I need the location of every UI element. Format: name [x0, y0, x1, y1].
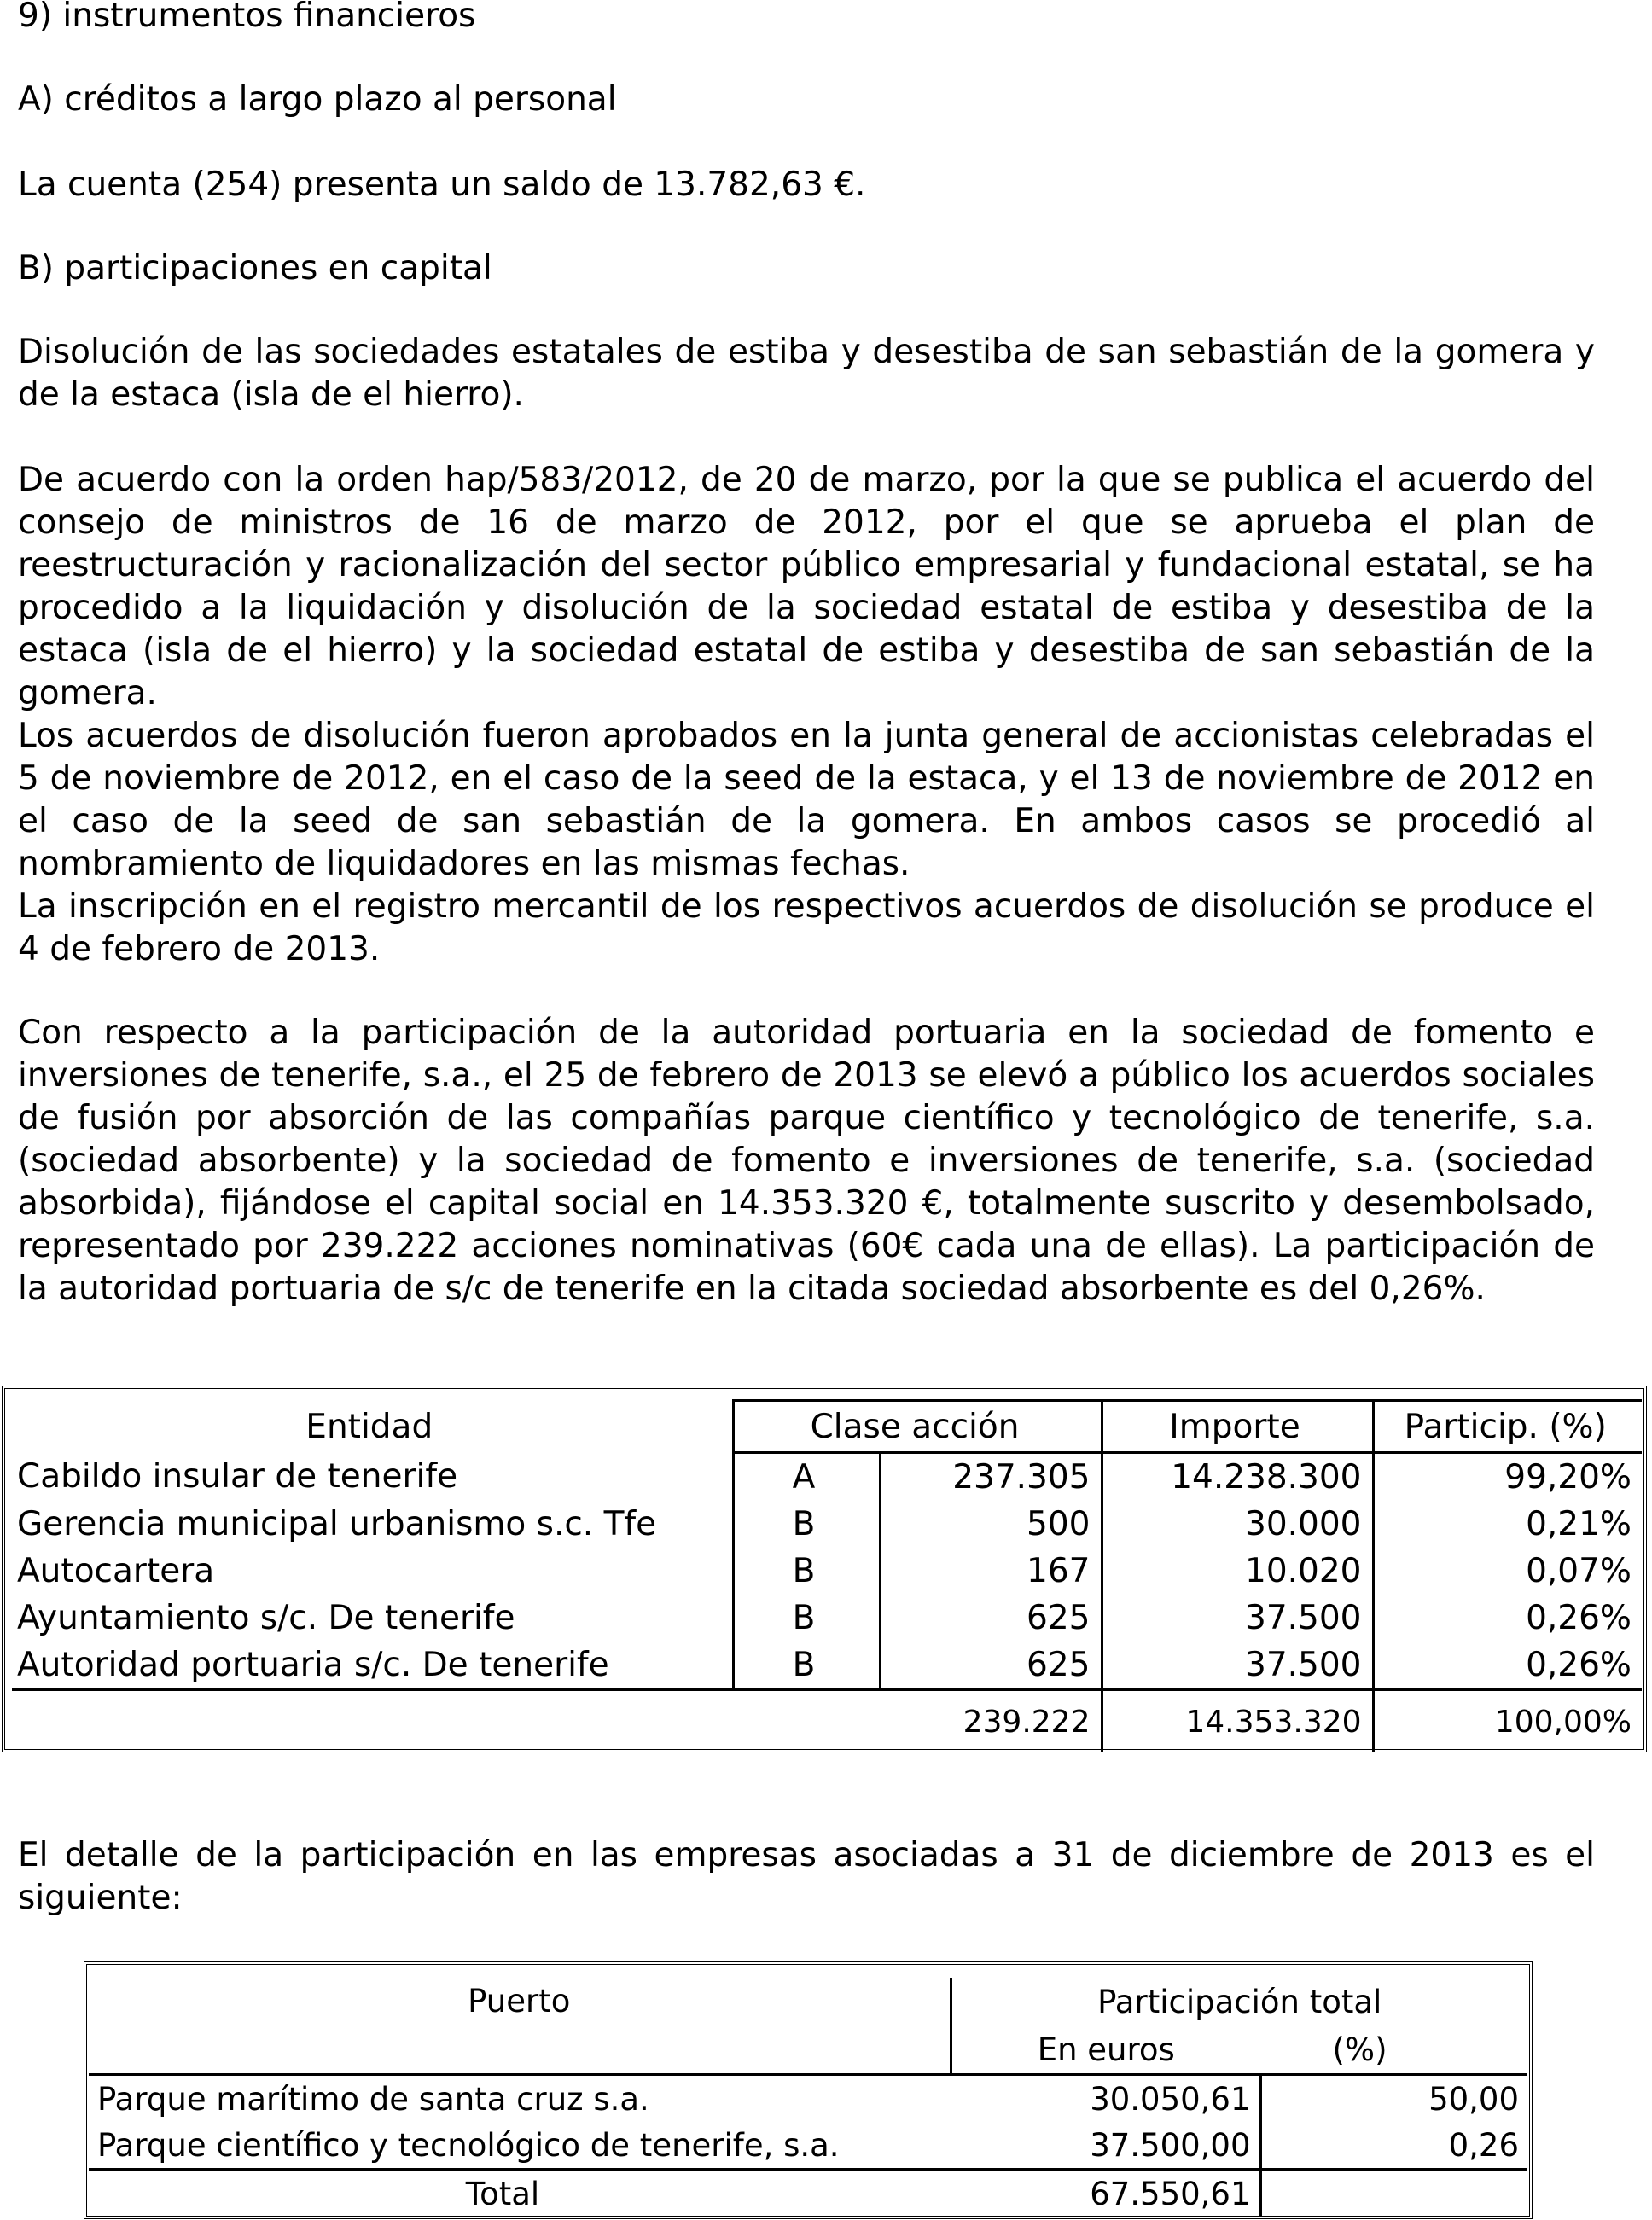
total-shares: 239.222 [963, 1704, 1091, 1740]
registry-paragraph: La inscripción en el registro mercantil de los respectivos acuerdos de disolución se produce el 4 de febrero de 2013. [18, 887, 1595, 968]
header-particip: Particip. (%) [1373, 1401, 1642, 1453]
cell-shares: 167 [880, 1548, 1102, 1595]
total-amount: 14.353.320 [1102, 1690, 1373, 1753]
cell-shares: 500 [880, 1501, 1102, 1548]
associates-intro-paragraph: El detalle de la participación en las empresas asociadas a 31 de diciembre de 2013 es el siguiente: [18, 1836, 1595, 1917]
cell-euros: 30.050,61 [951, 2075, 1260, 2123]
cell-entity: Cabildo insular de tenerife [17, 1457, 458, 1496]
cell-percent: 0,26% [1373, 1595, 1642, 1642]
header-importe: Importe [1102, 1401, 1373, 1453]
cell-company: Parque marítimo de santa cruz s.a. [89, 2075, 951, 2123]
table-total-row [89, 2170, 1527, 2217]
cell-amount: 37.500 [1102, 1642, 1373, 1690]
total-empty-cell [1260, 2170, 1527, 2217]
account-balance-text: La cuenta (254) presenta un saldo de 13.782,63 €. [18, 166, 866, 204]
header-entidad: Entidad [305, 1407, 433, 1446]
cell-entity: Gerencia municipal urbanismo s.c. Tfe [17, 1505, 657, 1543]
table-row [89, 2075, 1527, 2123]
header-puerto: Puerto [89, 1978, 951, 2075]
table-row [12, 1548, 1642, 1595]
cell-class: B [733, 1548, 880, 1595]
table-header-row [89, 1978, 1527, 2025]
table-row [12, 1453, 1642, 1502]
cell-company: Parque científico y tecnológico de tenerife, s.a. [89, 2122, 951, 2170]
shareholders-table [12, 1399, 1642, 1752]
cell-entity: Autocartera [17, 1552, 215, 1590]
cell-class: B [733, 1595, 880, 1642]
cell-shares: 237.305 [880, 1453, 1102, 1502]
cell-entity: Ayuntamiento s/c. De tenerife [17, 1599, 515, 1637]
cell-amount: 30.000 [1102, 1501, 1373, 1548]
table-total-row [12, 1690, 1642, 1753]
cell-percent: 50,00 [1260, 2075, 1527, 2123]
table-row [12, 1642, 1642, 1690]
associates-table [89, 1978, 1527, 2217]
cell-class: B [733, 1642, 880, 1690]
cell-percent: 0,26% [1373, 1642, 1642, 1690]
table-header-row [12, 1401, 1642, 1453]
cell-percent: 0,26 [1260, 2122, 1527, 2170]
total-value: 67.550,61 [951, 2170, 1260, 2217]
order-paragraph: De acuerdo con la orden hap/583/2012, de 20 de marzo, por la que se publica el acuerdo del consejo de ministros de 16 de marzo de 2012, por el que se aprueba el plan de reestructuración y racionalización del sector público empresarial y fundacional estatal, se ha procedido a la liquidación y disolución de la sociedad estatal de estiba y desestiba de la estaca (isla de el hierro) y la sociedad estatal de estiba y desestiba de san sebastián de la gomera. [18, 461, 1595, 712]
header-en-euros: En euros [1037, 2031, 1175, 2068]
cell-percent: 0,21% [1373, 1501, 1642, 1548]
dissolution-title-paragraph: Disolución de las sociedades estatales de estiba y desestiba de san sebastián de la gomera y de la estaca (isla de el hierro). [18, 333, 1595, 414]
table-row [12, 1501, 1642, 1548]
header-clase-accion: Clase acción [733, 1401, 1102, 1453]
header-participacion-total: Participación total [1097, 1983, 1382, 2020]
cell-entity: Autoridad portuaria s/c. De tenerife [12, 1642, 733, 1690]
total-percent: 100,00% [1373, 1690, 1642, 1753]
total-empty-cell [733, 1690, 880, 1753]
cell-shares: 625 [880, 1642, 1102, 1690]
agreements-paragraph: Los acuerdos de disolución fueron aprobados en la junta general de accionistas celebradas el 5 de noviembre de 2012, en el caso de la seed de la estaca, y el 13 de noviembre de 2012 en el caso de la seed de san sebastián de la gomera. En ambos casos se procedió al nombramiento de liquidadores en las mismas fechas. [18, 717, 1595, 883]
total-label: Total [465, 2175, 540, 2212]
table-row [89, 2122, 1527, 2170]
cell-amount: 14.238.300 [1102, 1453, 1373, 1502]
total-empty-cell [12, 1690, 733, 1753]
cell-amount: 37.500 [1102, 1595, 1373, 1642]
section-heading: 9) instrumentos financieros [18, 0, 476, 35]
cell-class: A [733, 1453, 880, 1502]
merger-paragraph: Con respecto a la participación de la autoridad portuaria en la sociedad de fomento e inversiones de tenerife, s.a., el 25 de febrero de 2013 se elevó a público los acuerdos sociales de fusión por absorción de las compañías parque científico y tecnológico de tenerife, s.a. (sociedad absorbente) y la sociedad de fomento e inversiones de tenerife, s.a. (sociedad absorbida), fijándose el capital social en 14.353.320 €, totalmente suscrito y desembolsado, representado por 239.222 acciones nominativas (60€ cada una de ellas). La participación de la autoridad portuaria de s/c de tenerife en la citada sociedad absorbente es del 0,26%. [18, 1014, 1595, 1308]
cell-percent: 0,07% [1373, 1548, 1642, 1595]
cell-shares: 625 [880, 1595, 1102, 1642]
cell-euros: 37.500,00 [951, 2122, 1260, 2170]
table-row [12, 1595, 1642, 1642]
subsection-b-heading: B) participaciones en capital [18, 249, 492, 288]
cell-percent: 99,20% [1373, 1453, 1642, 1502]
header-percent: (%) [1332, 2031, 1387, 2068]
cell-class: B [733, 1501, 880, 1548]
subsection-a-heading: A) créditos a largo plazo al personal [18, 80, 617, 119]
cell-amount: 10.020 [1102, 1548, 1373, 1595]
